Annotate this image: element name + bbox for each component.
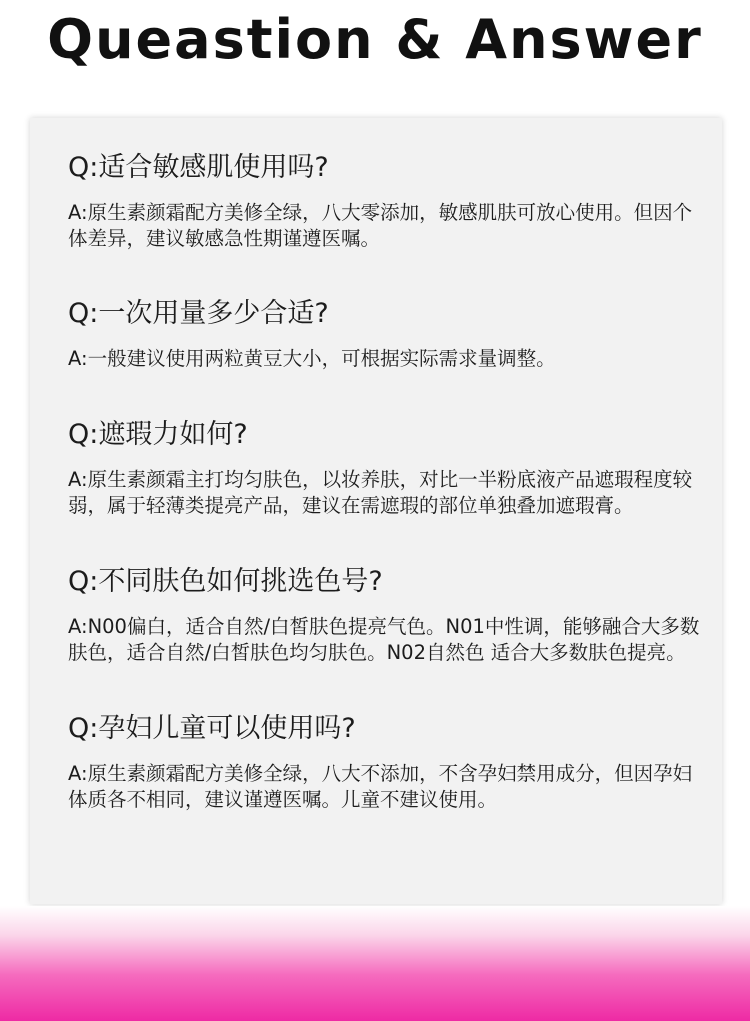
faq-item-sensitive-skin <box>68 148 708 252</box>
page-title: Queastion & Answer <box>47 8 703 71</box>
faq-card <box>30 118 722 904</box>
faq-item-pregnancy-children <box>68 709 708 813</box>
faq-list <box>68 148 708 813</box>
faq-item-dosage <box>68 294 708 372</box>
bottom-gradient-band <box>0 906 750 1021</box>
faq-question: Q:不同肤色如何挑选色号? <box>68 566 383 597</box>
faq-answer: A:原生素颜霜配方美修全绿，八大不添加，不含孕妇禁用成分，但因孕妇体质各不相同，建议谨遵医嘱。儿童不建议使用。 <box>68 762 693 811</box>
faq-item-coverage <box>68 415 708 519</box>
faq-answer: A:一般建议使用两粒黄豆大小，可根据实际需求量调整。 <box>68 347 556 370</box>
faq-item-shade-selection <box>68 562 708 666</box>
faq-question: Q:适合敏感肌使用吗? <box>68 152 329 183</box>
faq-answer: A:原生素颜霜主打均匀肤色，以妆养肤，对比一半粉底液产品遮瑕程度较弱，属于轻薄类提亮产品，建议在需遮瑕的部位单独叠加遮瑕膏。 <box>68 468 693 517</box>
faq-question: Q:孕妇儿童可以使用吗? <box>68 713 356 744</box>
faq-answer: A:原生素颜霜配方美修全绿，八大零添加，敏感肌肤可放心使用。但因个体差异，建议敏感急性期谨遵医嘱。 <box>68 201 693 250</box>
faq-answer: A:N00偏白，适合自然/白皙肤色提亮气色。N01中性调，能够融合大多数肤色，适合自然/白皙肤色均匀肤色。N02自然色 适合大多数肤色提亮。 <box>68 615 700 664</box>
faq-question: Q:一次用量多少合适? <box>68 298 329 329</box>
faq-question: Q:遮瑕力如何? <box>68 419 248 450</box>
